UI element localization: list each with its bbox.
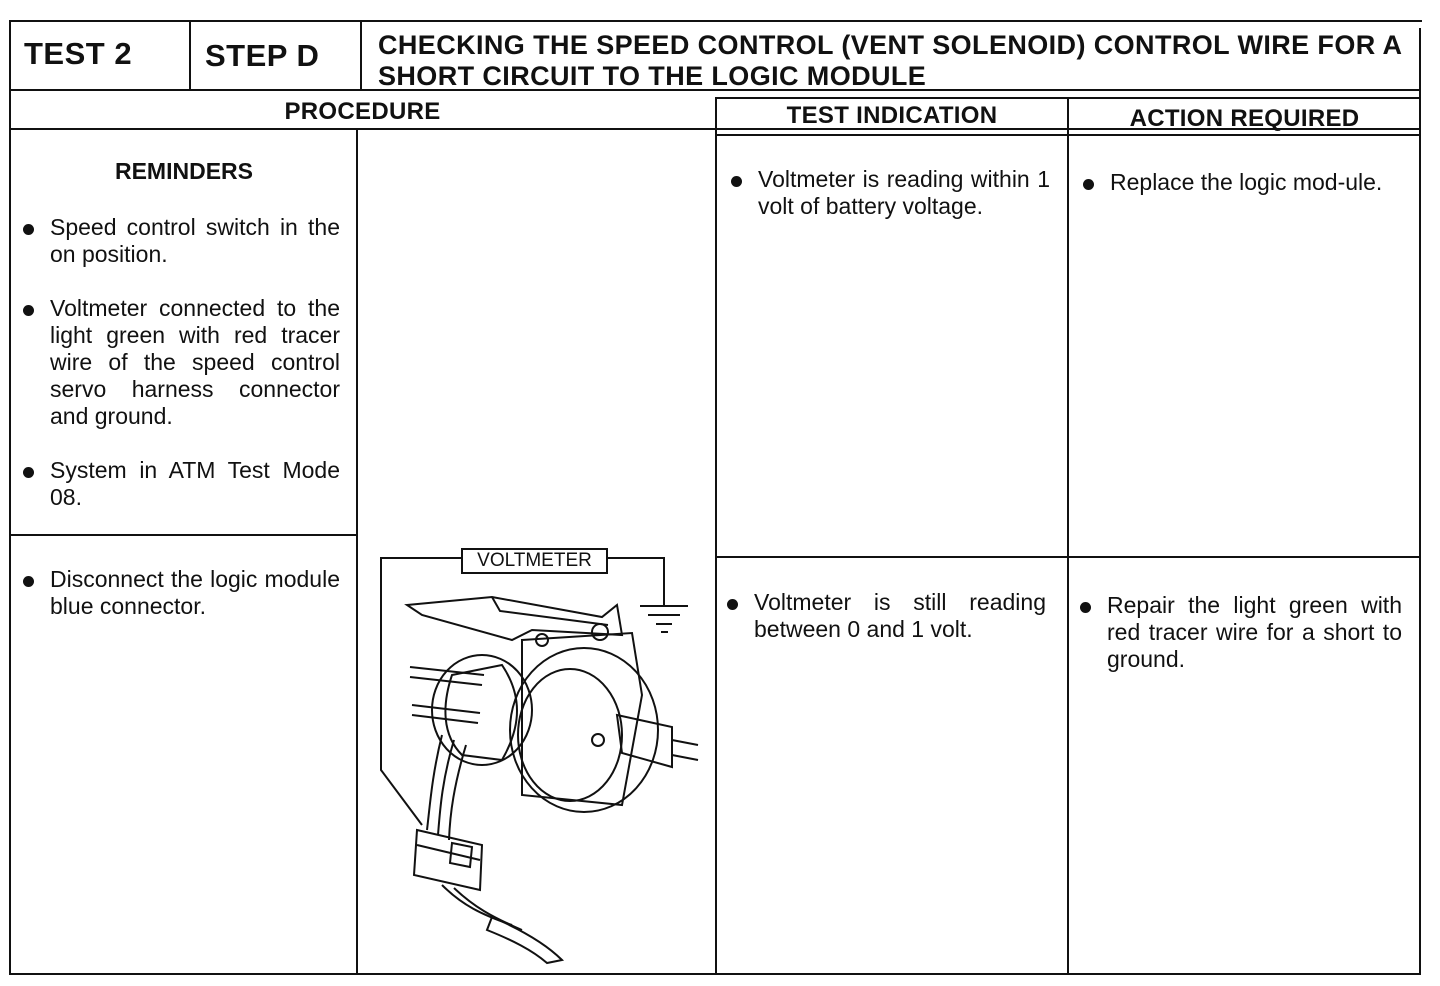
test-indication-item: Voltmeter is reading within 1 volt of battery voltage. (728, 166, 1050, 220)
reminder-item: Voltmeter connected to the light green with red tracer wire of the speed control servo harness connector and ground. (20, 295, 340, 430)
action-required-item: Replace the logic mod-ule. (1080, 169, 1405, 196)
header-divider-1 (189, 20, 191, 90)
column-header-action-required: ACTION REQUIRED (1129, 105, 1360, 132)
cable (672, 740, 698, 745)
page-title: CHECKING THE SPEED CONTROL (VENT SOLENOID) CONTROL WIRE FOR A SHORT CIRCUIT TO THE LOGIC MODULE (378, 30, 1402, 91)
servo-body-detail (445, 665, 517, 760)
column-header-test-indication: TEST INDICATION (786, 102, 998, 129)
action-list-row-2 (1077, 592, 1402, 700)
servo-mount (522, 633, 642, 805)
lower-wire-1 (442, 885, 512, 925)
cable-boot (617, 715, 672, 767)
test-number: TEST 2 (24, 36, 133, 71)
servo-bracket (407, 597, 622, 640)
reminders-heading: REMINDERS (114, 158, 253, 184)
mount-nut-2 (536, 634, 548, 646)
row-divider (716, 556, 1421, 558)
procedure-inner-divider (356, 130, 358, 975)
procedure-step-list (20, 566, 340, 647)
outer-border-top (10, 20, 1422, 22)
indication-divider (1067, 99, 1069, 975)
indication-list-row-1 (728, 166, 1050, 247)
harness-connector (414, 830, 482, 890)
cable-edge (672, 755, 698, 760)
mount-nut-3 (592, 734, 604, 746)
reminder-item: Speed control switch in the on position. (20, 214, 340, 268)
mount-nut-1 (592, 624, 608, 640)
voltmeter-label: VOLTMETER (461, 548, 608, 574)
wire-loom (487, 917, 562, 963)
reminders-list (20, 214, 340, 538)
test-indication-item: Voltmeter is still reading between 0 and 1 volt. (724, 589, 1046, 643)
header-divider-2 (360, 20, 362, 90)
action-required-item: Repair the light green with red tracer wire for a short to ground. (1077, 592, 1402, 673)
procedure-divider (715, 97, 717, 975)
voltmeter-connection-diagram (372, 545, 702, 965)
servo-bracket-inner (492, 597, 608, 625)
voltmeter-lead-negative (381, 558, 462, 825)
indication-list-row-2 (724, 589, 1046, 670)
vacuum-hose-1-edge (410, 677, 482, 685)
lower-wire-2 (454, 888, 522, 930)
voltmeter-lead-ground (604, 558, 664, 605)
step-label: STEP D (205, 38, 320, 73)
column-header-procedure: PROCEDURE (284, 98, 441, 125)
procedure-step: Disconnect the logic module blue connector. (20, 566, 340, 620)
action-list-row-1 (1080, 169, 1405, 223)
outer-border-left (9, 20, 11, 975)
reminder-item: System in ATM Test Mode 08. (20, 457, 340, 511)
outer-border-right (1419, 28, 1421, 975)
servo-housing-rim (518, 669, 622, 801)
